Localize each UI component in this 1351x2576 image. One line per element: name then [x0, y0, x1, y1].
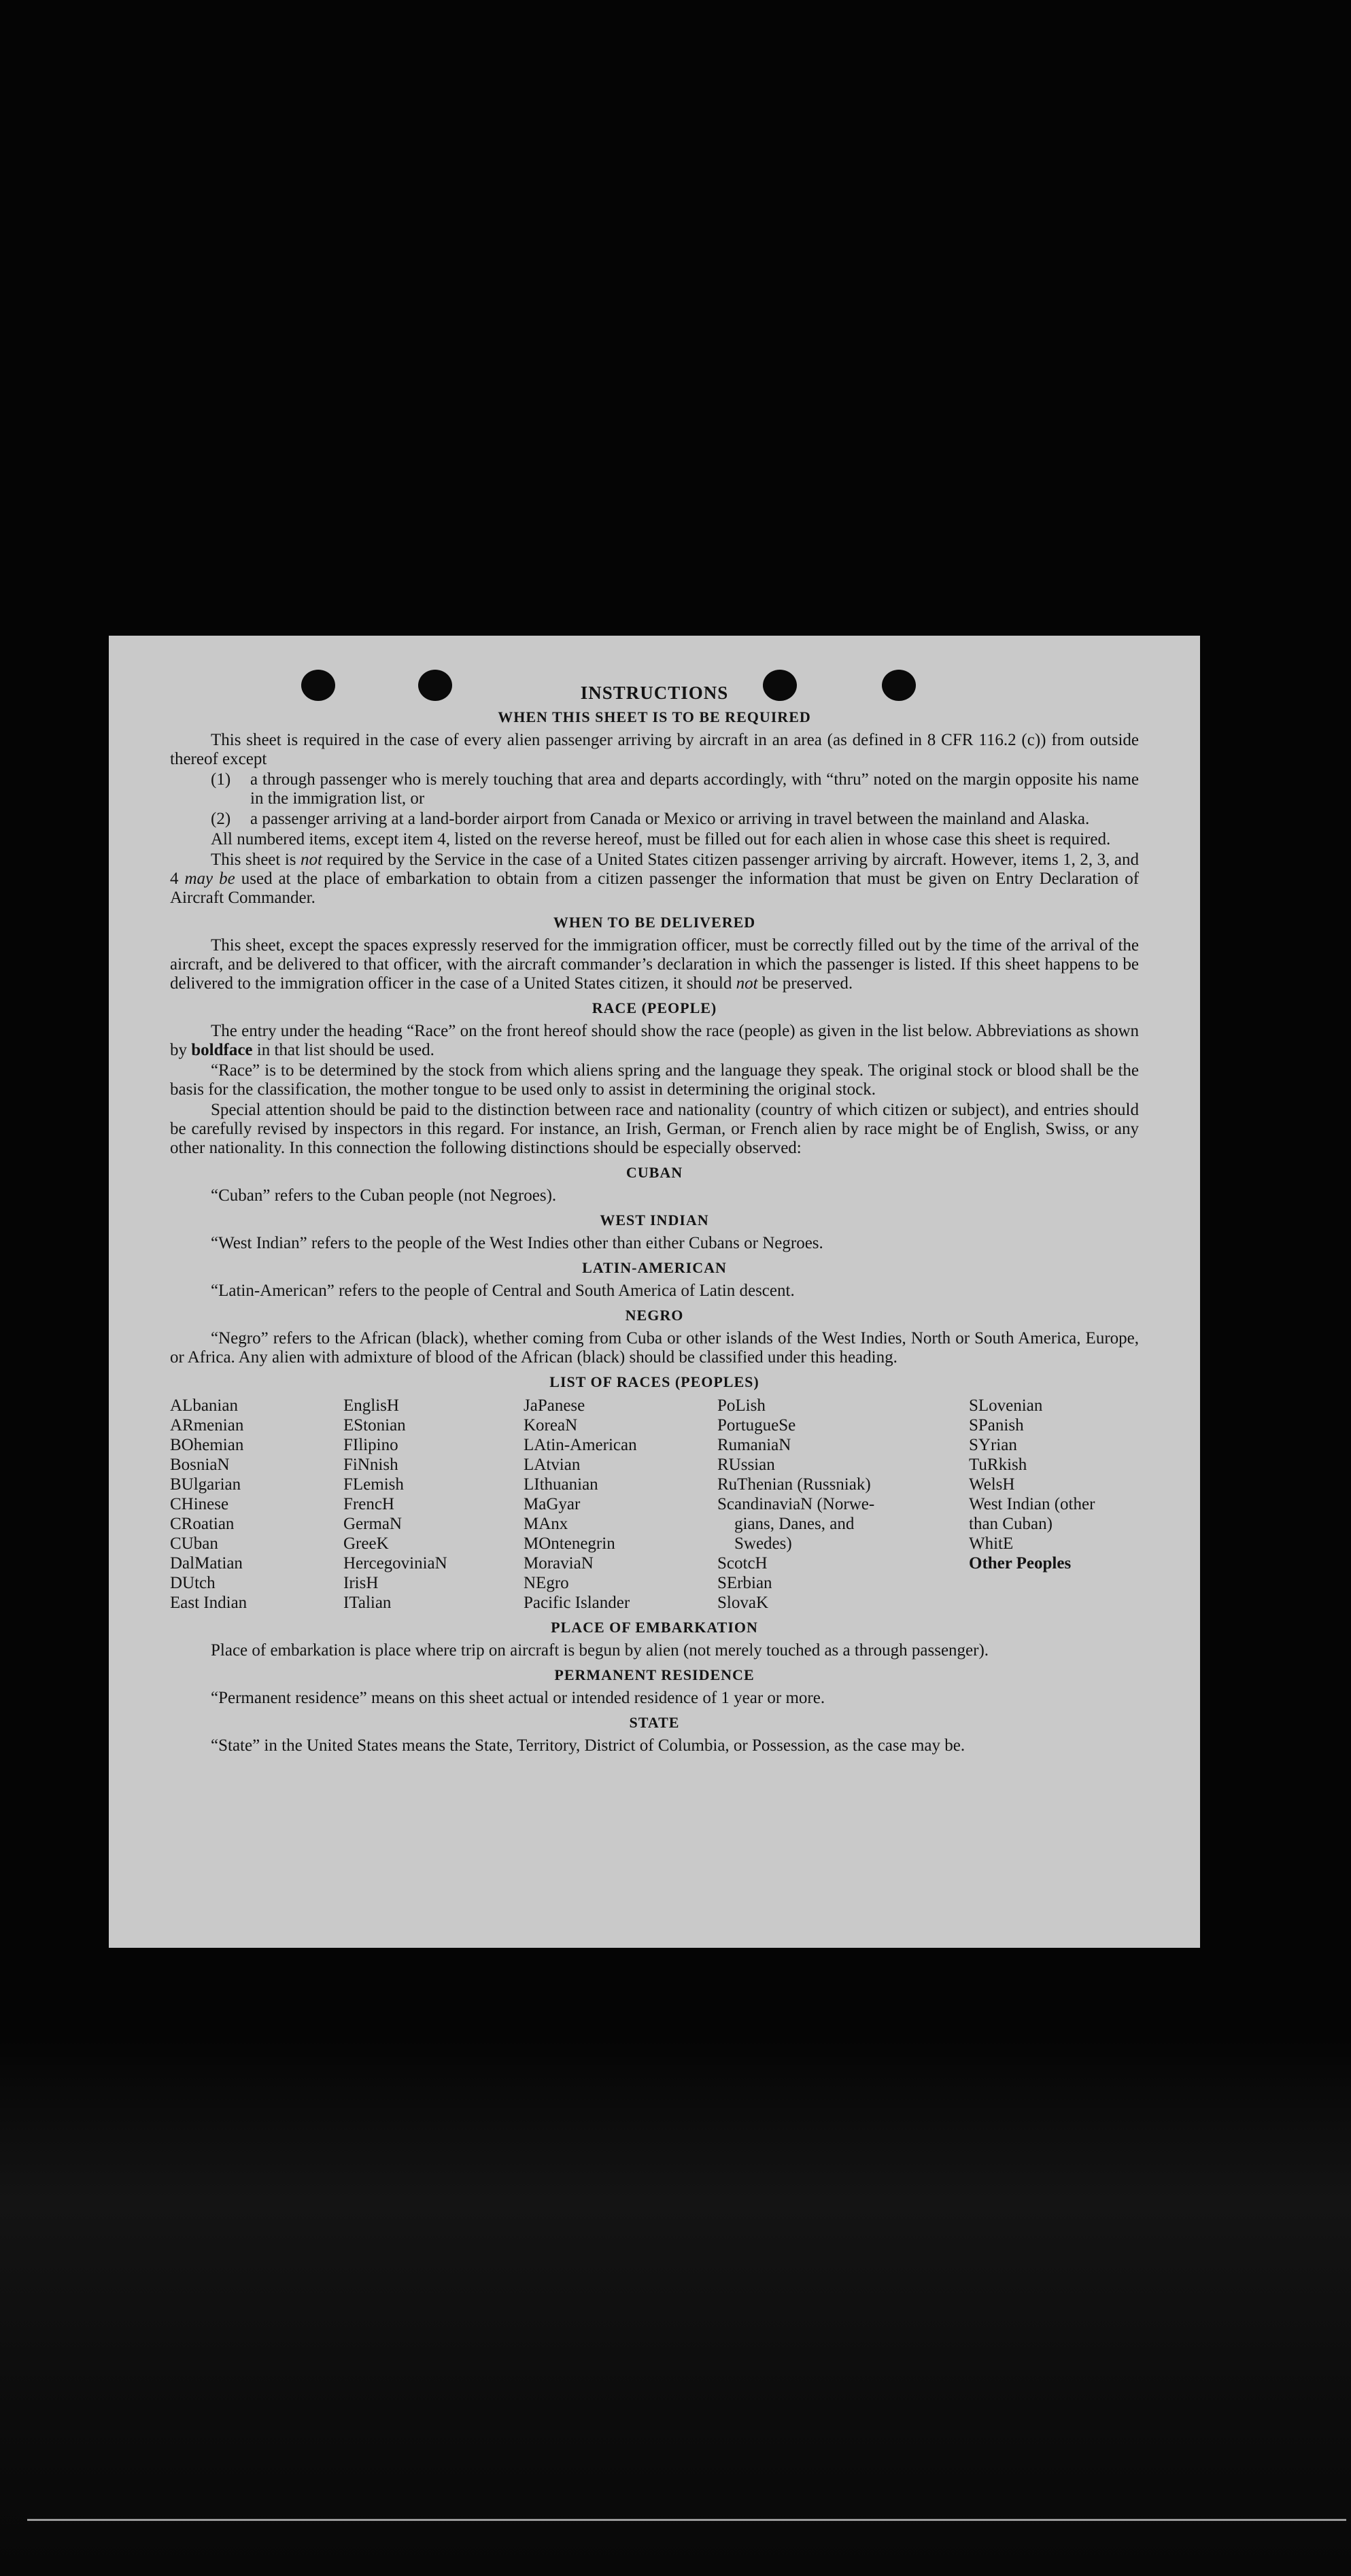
- section-heading-state: STATE: [629, 1714, 680, 1731]
- race-entry: CHinese: [170, 1495, 229, 1513]
- race-entry: ARmenian: [170, 1416, 244, 1435]
- paragraph: “Latin-American” refers to the people of Central and South America of Latin descent.: [211, 1282, 795, 1300]
- race-entry: SPanish: [969, 1416, 1024, 1435]
- race-entry: MoraviaN: [524, 1554, 594, 1573]
- race-entry: Swedes): [717, 1534, 792, 1553]
- race-entry: West Indian (other: [969, 1495, 1095, 1513]
- race-entry: TuRkish: [969, 1456, 1027, 1474]
- race-entry: SLovenian: [969, 1396, 1043, 1415]
- paragraph: “Negro” refers to the African (black), whether coming from Cuba or other islands of the West Indies, North or South America, Europe, or Africa. Any alien with admixture of blood of the African (black) should be classified under this heading.: [170, 1329, 1139, 1367]
- race-entry: than Cuban): [969, 1515, 1053, 1533]
- race-column: [717, 1396, 969, 1613]
- instruction-sheet: [109, 636, 1200, 1948]
- paragraph: This sheet, except the spaces expressly reserved for the immigration officer, must be correctly filled out by the time of the arrival of the aircraft, and be delivered to that officer, with the aircraft commander’s declaration in which the passenger is listed. If this sheet happens to be delivered to the immigration officer in the case of a United States citizen, it should not be preserved.: [170, 936, 1139, 993]
- section-heading-required: WHEN THIS SHEET IS TO BE REQUIRED: [498, 708, 811, 725]
- race-entry: KoreaN: [524, 1416, 578, 1435]
- item-text: a through passenger who is merely touching that area and departs accordingly, with “thru” noted on the margin opposite his name in the immigration list, or: [250, 770, 1139, 808]
- punch-hole: [763, 670, 797, 701]
- section-heading-residence: PERMANENT RESIDENCE: [554, 1666, 755, 1683]
- race-entry: CRoatian: [170, 1515, 235, 1533]
- race-entry: DalMatian: [170, 1554, 243, 1573]
- race-entry: SlovaK: [717, 1594, 768, 1612]
- race-entry: MaGyar: [524, 1495, 581, 1513]
- race-entry: ScandinaviaN (Norwe-: [717, 1495, 875, 1513]
- paragraph: “Race” is to be determined by the stock from which aliens spring and the language they speak. The original stock or blood shall be the basis for the classification, the mother tongue to be used only to assist in determining the original stock.: [170, 1061, 1139, 1099]
- race-entry: FLemish: [343, 1475, 404, 1494]
- race-entry: GreeK: [343, 1534, 389, 1553]
- race-entry: LAtin-American: [524, 1436, 637, 1454]
- race-entry: GermaN: [343, 1515, 403, 1533]
- section-heading-negro: NEGRO: [625, 1307, 684, 1324]
- paragraph: “State” in the United States means the State, Territory, District of Columbia, or Possession, as the case may be.: [211, 1736, 965, 1755]
- race-entry: FrencH: [343, 1495, 394, 1513]
- punch-hole: [882, 670, 916, 701]
- race-entry: MOntenegrin: [524, 1534, 615, 1553]
- section-heading-west-indian: WEST INDIAN: [600, 1212, 709, 1229]
- race-entry: BosniaN: [170, 1456, 230, 1474]
- race-entry: SYrian: [969, 1436, 1017, 1454]
- race-entry: MAnx: [524, 1515, 568, 1533]
- paragraph: Special attention should be paid to the distinction between race and nationality (country of which citizen or subject), and entries should be carefully revised by inspectors in this regard. For instance, an Irish, German, or French alien by race might be of English, Swiss, or any other nationality. In this connection the following distinctions should be especially observed:: [170, 1101, 1139, 1157]
- paragraph: The entry under the heading “Race” on the front hereof should show the race (people) as given in the list below. Abbreviations as shown by boldface in that list should be used.: [170, 1022, 1139, 1059]
- paragraph: “Permanent residence” means on this sheet actual or intended residence of 1 year or more.: [211, 1689, 825, 1707]
- race-column: [343, 1396, 524, 1613]
- race-entry: LAtvian: [524, 1456, 581, 1474]
- race-column: [524, 1396, 717, 1613]
- item-number: (2): [211, 810, 231, 828]
- race-entry: EStonian: [343, 1416, 406, 1435]
- paragraph: Place of embarkation is place where trip on aircraft is begun by alien (not merely touched as a through passenger).: [211, 1641, 989, 1660]
- race-entry: PortugueSe: [717, 1416, 796, 1435]
- section-heading-race-list: LIST OF RACES (PEOPLES): [549, 1373, 759, 1390]
- document-title: INSTRUCTIONS: [580, 683, 729, 703]
- list-item: [170, 810, 1139, 829]
- section-heading-race: RACE (PEOPLE): [592, 999, 717, 1016]
- race-entry: Other Peoples: [969, 1554, 1072, 1573]
- race-entry: HercegoviniaN: [343, 1554, 447, 1573]
- race-entry: Pacific Islander: [524, 1594, 630, 1612]
- race-entry: PoLish: [717, 1396, 766, 1415]
- item-text: a passenger arriving at a land-border airport from Canada or Mexico or arriving in travel between the mainland and Alaska.: [250, 810, 1090, 828]
- race-list: [170, 1396, 1139, 1613]
- paragraph: “Cuban” refers to the Cuban people (not Negroes).: [211, 1186, 557, 1205]
- race-entry: RuThenian (Russniak): [717, 1475, 871, 1494]
- race-column: [969, 1396, 1139, 1613]
- race-entry: BOhemian: [170, 1436, 244, 1454]
- paragraph: “West Indian” refers to the people of the West Indies other than either Cubans or Negroes.: [211, 1234, 823, 1252]
- paragraph: This sheet is not required by the Service in the case of a United States citizen passenger arriving by aircraft. However, items 1, 2, 3, and 4 may be used at the place of embarkation to obtain from a citizen passenger the information that must be given on Entry Declaration of Aircraft Commander.: [170, 851, 1140, 907]
- race-entry: BUlgarian: [170, 1475, 241, 1494]
- section-heading-latin-american: LATIN-AMERICAN: [582, 1259, 727, 1276]
- race-entry: ScotcH: [717, 1554, 768, 1573]
- race-entry: LIthuanian: [524, 1475, 598, 1494]
- scanner-background: [0, 2040, 1351, 2576]
- paragraph: All numbered items, except item 4, listed on the reverse hereof, must be filled out for each alien in whose case this sheet is required.: [211, 830, 1111, 848]
- race-entry: CUban: [170, 1534, 218, 1553]
- race-entry: RumaniaN: [717, 1436, 791, 1454]
- race-entry: East Indian: [170, 1594, 247, 1612]
- race-entry: WhitE: [969, 1534, 1014, 1553]
- item-number: (1): [211, 770, 231, 789]
- race-entry: FIlipino: [343, 1436, 398, 1454]
- race-entry: IrisH: [343, 1574, 379, 1592]
- race-entry: ITalian: [343, 1594, 392, 1612]
- race-entry: gians, Danes, and: [717, 1515, 855, 1533]
- punch-hole: [418, 670, 452, 701]
- race-entry: NEgro: [524, 1574, 569, 1592]
- race-entry: ALbanian: [170, 1396, 238, 1415]
- race-entry: FiNnish: [343, 1456, 398, 1474]
- paragraph: This sheet is required in the case of every alien passenger arriving by aircraft in an area (as defined in 8 CFR 116.2 (c)) from outside thereof except: [170, 731, 1139, 768]
- race-entry: RUssian: [717, 1456, 775, 1474]
- race-column: [170, 1396, 343, 1613]
- race-entry: WelsH: [969, 1475, 1015, 1494]
- punch-hole: [301, 670, 335, 701]
- race-entry: DUtch: [170, 1574, 216, 1592]
- section-heading-embarkation: PLACE OF EMBARKATION: [551, 1619, 758, 1636]
- section-heading-delivered: WHEN TO BE DELIVERED: [553, 914, 756, 931]
- race-entry: SErbian: [717, 1574, 772, 1592]
- section-heading-cuban: CUBAN: [626, 1164, 683, 1181]
- list-item: [170, 770, 1139, 808]
- scan-edge-line: [27, 2519, 1346, 2521]
- race-entry: EnglisH: [343, 1396, 399, 1415]
- race-entry: JaPanese: [524, 1396, 585, 1415]
